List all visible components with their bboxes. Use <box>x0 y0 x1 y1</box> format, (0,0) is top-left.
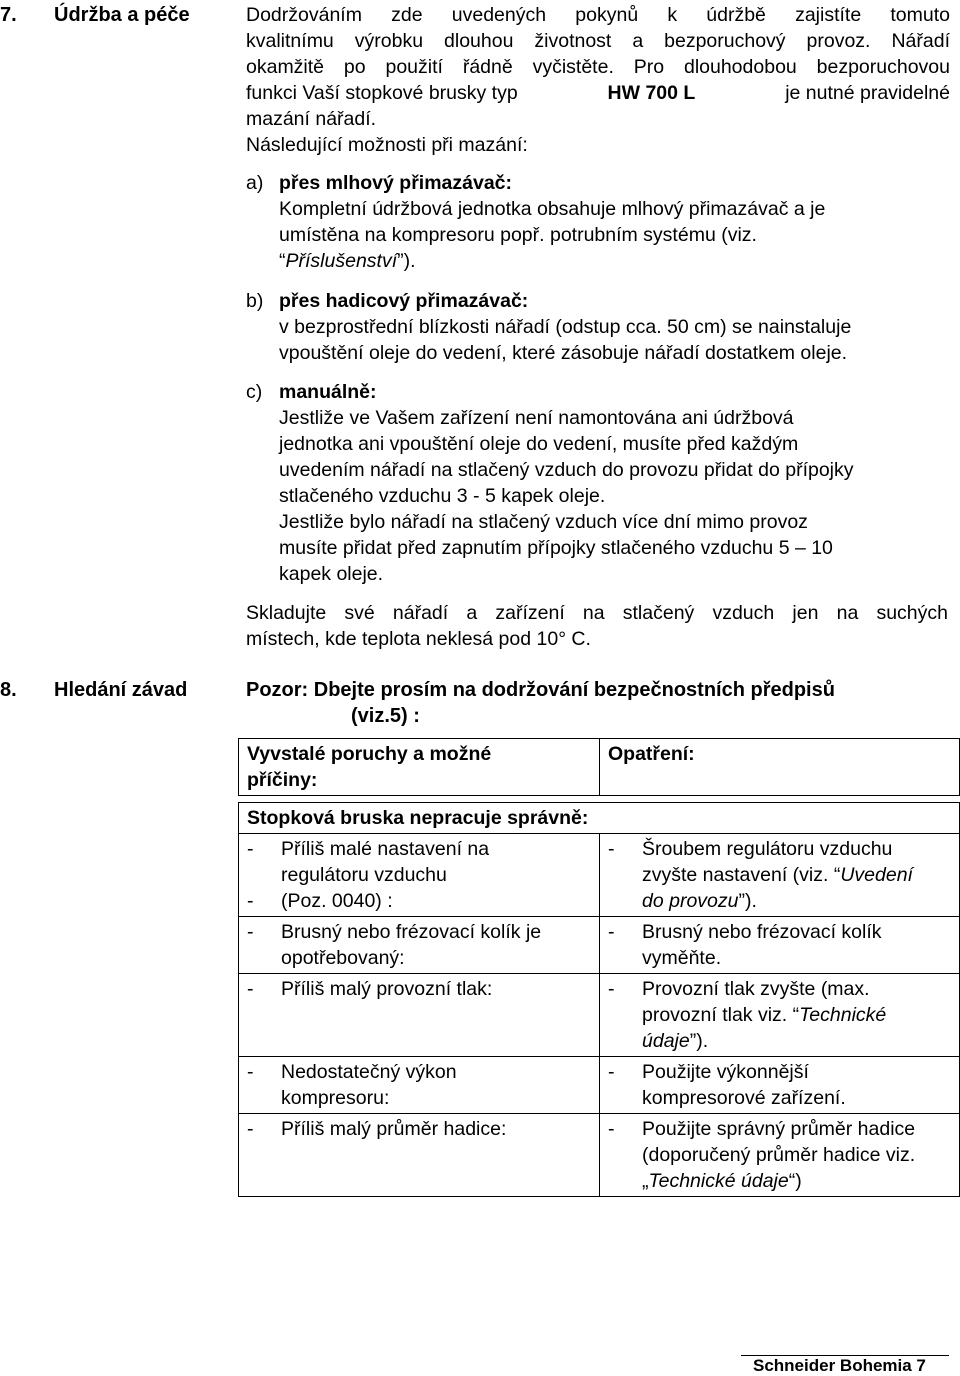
lubrication-option-b <box>246 288 950 366</box>
table-title: Stopková bruska nepracuje správně: <box>247 807 589 829</box>
option-letter: b) <box>246 290 264 312</box>
option-text: stlačeného vzduchu 3 - 5 kapek oleje. <box>279 485 606 507</box>
intro-text: funkci Vaší stopkové brusky typ <box>246 82 518 104</box>
dash: - <box>608 1061 615 1083</box>
option-text: musíte přidat před zapnutím přípojky stlačeného vzduchu 5 – 10 <box>279 537 833 559</box>
model-name: HW 700 L <box>607 82 696 104</box>
intro-line: mazání nářadí. <box>246 108 377 130</box>
intro-text: je nutné pravidelné <box>785 82 950 104</box>
safety-warning-ref: (viz.5) : <box>351 705 420 727</box>
dash: - <box>247 1061 254 1083</box>
lubrication-options-intro: Následující možnosti při mazání: <box>246 134 528 156</box>
option-heading: přes mlhový přimazávač: <box>279 172 513 194</box>
table-row <box>239 974 960 1057</box>
dash: - <box>247 838 254 860</box>
option-text: kapek oleje. <box>279 563 384 585</box>
cause-text: Nedostatečný výkon kompresoru: <box>281 1061 457 1109</box>
measure-text: Provozní tlak zvyšte (max. provozní tlak viz. “Technické údaje”). <box>642 978 887 1052</box>
page-footer: Schneider Bohemia 7 <box>753 1356 926 1375</box>
option-text: umístěna na kompresoru popř. potrubním systému (viz. <box>279 224 757 246</box>
intro-line <box>246 80 950 106</box>
table-row <box>239 917 960 974</box>
header-causes: Vyvstalé poruchy a možné příčiny: <box>247 743 492 791</box>
dash: - <box>247 978 254 1000</box>
dash: - <box>247 890 254 912</box>
option-heading: přes hadicový přimazávač: <box>279 290 529 312</box>
lubrication-option-c <box>246 379 950 587</box>
lubrication-option-a <box>246 170 950 274</box>
section-7-number: 7. <box>0 4 17 26</box>
intro-line: Dodržováním zde uvedených pokynů k údržbě zajistíte tomuto <box>246 4 950 26</box>
safety-warning: Pozor: Dbejte prosím na dodržování bezpečnostních předpisů <box>246 679 835 701</box>
storage-note <box>246 600 948 652</box>
cause-text: Příliš malý provozní tlak: <box>281 978 493 1000</box>
section-8-title: Hledání závad <box>54 679 188 701</box>
option-text: vpouštění oleje do vedení, které zásobuje nářadí dostatkem oleje. <box>279 342 848 364</box>
measure-text: Použijte správný průměr hadice (doporučený průměr hadice viz. „Technické údaje“) <box>642 1118 916 1192</box>
dash: - <box>247 1118 254 1140</box>
measure-text: Brusný nebo frézovací kolík vyměňte. <box>642 921 882 969</box>
option-text: v bezprostřední blízkosti nářadí (odstup cca. 50 cm) se nainstaluje <box>279 316 852 338</box>
table-row <box>239 834 960 917</box>
header-measures: Opatření: <box>608 743 695 765</box>
storage-text: Skladujte své nářadí a zařízení na stlačený vzduch jen na suchých <box>246 602 948 624</box>
table-row <box>239 1057 960 1114</box>
dash: - <box>608 978 615 1000</box>
section-7-title: Údržba a péče <box>54 4 190 26</box>
cause-text: Příliš malý průměr hadice: <box>281 1118 507 1140</box>
measure-text: Použijte výkonnější kompresorové zařízení. <box>642 1061 846 1109</box>
dash: - <box>608 838 615 860</box>
option-letter: c) <box>246 381 263 403</box>
option-text: Jestliže bylo nářadí na stlačený vzduch více dní mimo provoz <box>279 511 808 533</box>
option-letter: a) <box>246 172 264 194</box>
intro-line: okamžitě po použití řádně vyčistěte. Pro dlouhodobou bezporuchovou <box>246 56 950 78</box>
option-text: uvedením nářadí na stlačený vzduch do provozu přidat do přípojky <box>279 459 854 481</box>
option-reference: “Příslušenství”). <box>279 250 416 272</box>
dash: - <box>247 921 254 943</box>
dash: - <box>608 921 615 943</box>
cause-text: (Poz. 0040) : <box>281 890 393 912</box>
cause-text: Brusný nebo frézovací kolík je opotřebovaný: <box>281 921 542 969</box>
option-text: jednotka ani vpouštění oleje do vedení, musíte před každým <box>279 433 799 455</box>
troubleshooting-header <box>238 738 960 796</box>
option-text: Kompletní údržbová jednotka obsahuje mlhový přimazávač a je <box>279 198 826 220</box>
measure-text: Šroubem regulátoru vzduchu zvyšte nastavení (viz. “Uvedení do provozu”). <box>642 838 913 912</box>
section-7-intro <box>246 2 950 158</box>
option-text: Jestliže ve Vašem zařízení není namontována ani údržbová <box>279 407 794 429</box>
table-row <box>239 1114 960 1197</box>
storage-text: místech, kde teplota neklesá pod 10° C. <box>246 628 591 650</box>
option-heading: manuálně: <box>279 381 377 403</box>
cause-text: Příliš malé nastavení na regulátoru vzduchu <box>281 838 490 886</box>
dash: - <box>608 1118 615 1140</box>
intro-line: kvalitnímu výrobku dlouhou životnost a bezporuchový provoz. Nářadí <box>246 30 950 52</box>
section-8-number: 8. <box>0 679 17 701</box>
troubleshooting-table <box>238 802 960 1197</box>
